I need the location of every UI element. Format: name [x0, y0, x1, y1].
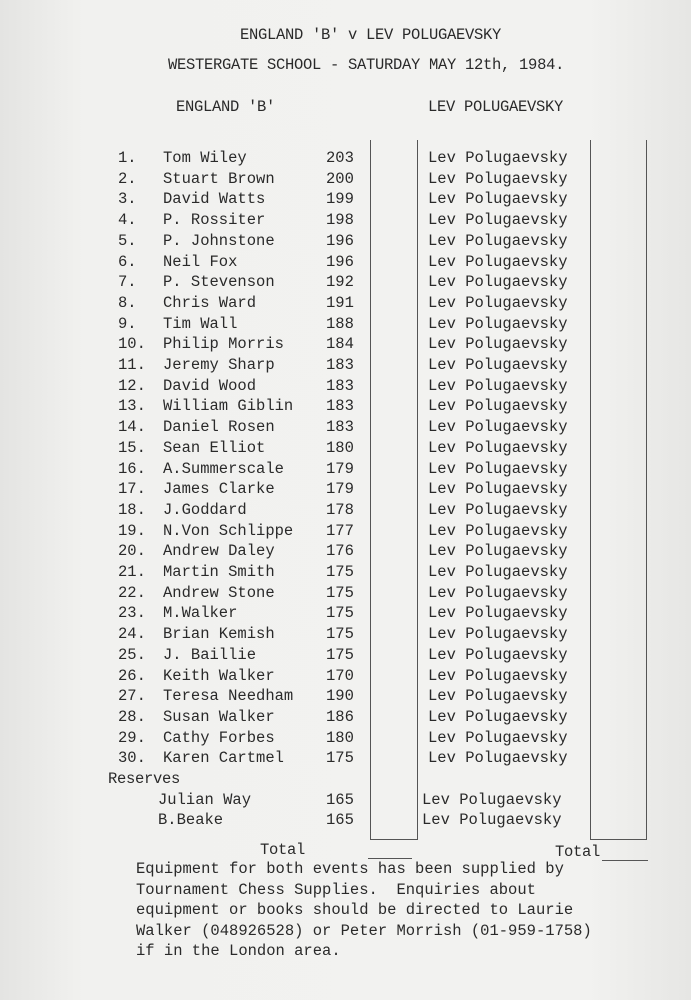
total-line-right	[590, 839, 647, 840]
total-label-left: Total	[260, 841, 306, 859]
table-row	[0, 335, 691, 355]
table-row	[0, 522, 691, 542]
footer-line: equipment or books should be directed to Laurie	[136, 901, 574, 919]
board-number: 21.	[118, 563, 146, 581]
board-number: 26.	[118, 666, 146, 685]
opponent-name: Lev Polugaevsky	[428, 521, 568, 540]
player-rating: 177	[326, 521, 354, 540]
player-name: J. Baillie	[163, 645, 257, 664]
player-name: N.Von Schlippe	[163, 521, 294, 540]
table-row	[0, 563, 691, 583]
opponent-name: Lev Polugaevsky	[428, 625, 568, 644]
column-header-polugaevsky: LEV POLUGAEVSKY	[428, 98, 564, 116]
board-number: 23.	[118, 604, 146, 623]
table-row	[0, 397, 691, 417]
player-rating: 175	[326, 749, 354, 768]
board-number: 2.	[118, 169, 137, 188]
opponent-name: Lev Polugaevsky	[428, 480, 568, 499]
player-rating: 183	[326, 418, 354, 437]
board-number: 20.	[118, 542, 146, 561]
table-row	[0, 149, 691, 169]
footer-line: Equipment for both events has been supplied by	[136, 860, 564, 878]
player-rating: 183	[326, 376, 354, 395]
board-number: 4.	[118, 211, 137, 230]
opponent-name: Lev Polugaevsky	[428, 314, 568, 333]
player-name: Jeremy Sharp	[163, 356, 275, 374]
table-row	[0, 625, 691, 645]
table-row	[0, 542, 691, 562]
table-row	[0, 356, 691, 376]
player-rating: 175	[326, 563, 354, 581]
opponent-name: Lev Polugaevsky	[428, 149, 568, 167]
opponent-name: Lev Polugaevsky	[428, 707, 568, 726]
player-name: Julian Way	[158, 790, 252, 809]
result-column-divider-left	[370, 140, 371, 840]
opponent-name: Lev Polugaevsky	[428, 418, 568, 437]
table-row	[0, 708, 691, 728]
player-rating: 180	[326, 728, 354, 747]
opponent-result-divider-right	[646, 140, 647, 840]
player-name: Brian Kemish	[163, 625, 275, 644]
board-number: 17.	[118, 480, 146, 499]
table-row	[0, 190, 691, 210]
opponent-name: Lev Polugaevsky	[428, 666, 568, 685]
table-row	[0, 232, 691, 252]
player-rating: 175	[326, 604, 354, 623]
player-name: Karen Cartmel	[163, 749, 284, 768]
table-row	[0, 584, 691, 604]
player-rating: 191	[326, 293, 354, 312]
player-rating: 203	[326, 149, 354, 167]
player-rating: 184	[326, 335, 354, 354]
footer-line: Walker (048926528) or Peter Morrish (01-959-1758)	[136, 921, 592, 940]
opponent-name: Lev Polugaevsky	[428, 335, 568, 354]
opponent-name: Lev Polugaevsky	[428, 542, 568, 561]
player-rating: 175	[326, 645, 354, 664]
board-number: 25.	[118, 645, 146, 664]
board-number: 1.	[118, 149, 137, 167]
player-name: J.Goddard	[163, 500, 247, 519]
player-name: Keith Walker	[163, 666, 275, 685]
player-rating: 196	[326, 252, 354, 271]
opponent-name: Lev Polugaevsky	[428, 211, 568, 230]
table-row	[0, 667, 691, 687]
player-rating: 188	[326, 314, 354, 333]
player-rating: 190	[326, 687, 354, 706]
opponent-name: Lev Polugaevsky	[428, 500, 568, 519]
table-row	[0, 315, 691, 335]
table-row	[0, 377, 691, 397]
board-number: 30.	[118, 749, 146, 768]
table-row	[0, 687, 691, 707]
opponent-name: Lev Polugaevsky	[428, 356, 568, 374]
document-subtitle: WESTERGATE SCHOOL - SATURDAY MAY 12th, 1984.	[168, 56, 565, 74]
opponent-name: Lev Polugaevsky	[422, 811, 562, 830]
board-number: 3.	[118, 190, 137, 209]
table-row	[0, 211, 691, 231]
player-rating: 178	[326, 500, 354, 519]
table-row	[0, 749, 691, 769]
opponent-name: Lev Polugaevsky	[428, 728, 568, 747]
player-rating: 183	[326, 356, 354, 374]
player-rating: 165	[326, 811, 354, 830]
opponent-name: Lev Polugaevsky	[428, 376, 568, 395]
table-row	[0, 294, 691, 314]
player-name: Martin Smith	[163, 563, 275, 581]
footer-line: Tournament Chess Supplies. Enquiries about	[136, 880, 536, 899]
total-label-right: Total	[555, 843, 601, 861]
opponent-name: Lev Polugaevsky	[428, 169, 568, 188]
player-name: James Clarke	[163, 480, 275, 499]
table-row	[0, 460, 691, 480]
opponent-name: Lev Polugaevsky	[428, 645, 568, 664]
player-name: A.Summerscale	[163, 459, 284, 478]
table-row	[0, 646, 691, 666]
player-rating: 186	[326, 707, 354, 726]
board-number: 14.	[118, 418, 146, 437]
player-rating: 175	[326, 583, 354, 602]
player-name: Philip Morris	[163, 335, 284, 354]
board-number: 6.	[118, 252, 137, 271]
reserves-label: Reserves	[108, 770, 181, 788]
player-name: Sean Elliot	[163, 438, 266, 457]
table-row	[0, 729, 691, 749]
player-rating: 198	[326, 211, 354, 230]
player-name: Teresa Needham	[163, 687, 294, 706]
player-name: Tom Wiley	[163, 149, 247, 167]
player-name: William Giblin	[163, 397, 294, 416]
player-rating: 199	[326, 190, 354, 209]
table-row	[0, 170, 691, 190]
board-number: 11.	[118, 356, 146, 374]
player-name: Neil Fox	[163, 252, 238, 271]
column-header-england-b: ENGLAND 'B'	[176, 98, 276, 116]
opponent-name: Lev Polugaevsky	[428, 190, 568, 209]
table-row	[0, 439, 691, 459]
player-name: Chris Ward	[163, 293, 257, 312]
board-number: 7.	[118, 273, 137, 292]
player-rating: 165	[326, 790, 354, 809]
player-rating: 196	[326, 231, 354, 250]
player-rating: 192	[326, 273, 354, 292]
opponent-name: Lev Polugaevsky	[428, 459, 568, 478]
player-name: P. Stevenson	[163, 273, 275, 292]
board-number: 19.	[118, 521, 146, 540]
player-rating: 176	[326, 542, 354, 561]
opponent-name: Lev Polugaevsky	[428, 749, 568, 768]
player-name: Tim Wall	[163, 314, 238, 333]
player-name: David Watts	[163, 190, 266, 209]
player-rating: 183	[326, 397, 354, 416]
reserve-row	[0, 791, 691, 811]
opponent-name: Lev Polugaevsky	[422, 790, 562, 809]
player-rating: 170	[326, 666, 354, 685]
board-number: 15.	[118, 438, 146, 457]
board-number: 22.	[118, 583, 146, 602]
opponent-name: Lev Polugaevsky	[428, 293, 568, 312]
document-title: ENGLAND 'B' v LEV POLUGAEVSKY	[240, 26, 502, 44]
table-row	[0, 273, 691, 293]
opponent-name: Lev Polugaevsky	[428, 687, 568, 706]
opponent-name: Lev Polugaevsky	[428, 273, 568, 292]
player-name: Andrew Stone	[163, 583, 275, 602]
opponent-name: Lev Polugaevsky	[428, 252, 568, 271]
board-number: 13.	[118, 397, 146, 416]
player-name: Daniel Rosen	[163, 418, 275, 437]
footer-line: if in the London area.	[136, 942, 341, 960]
footer-note	[136, 859, 656, 962]
table-row	[0, 418, 691, 438]
board-number: 24.	[118, 625, 146, 644]
opponent-name: Lev Polugaevsky	[428, 438, 568, 457]
opponent-name: Lev Polugaevsky	[428, 397, 568, 416]
board-number: 28.	[118, 707, 146, 726]
table-row	[0, 480, 691, 500]
reserve-row	[0, 811, 691, 831]
player-name: P. Johnstone	[163, 231, 275, 250]
board-number: 16.	[118, 459, 146, 478]
board-number: 12.	[118, 376, 146, 395]
board-number: 5.	[118, 231, 137, 250]
opponent-result-divider-left	[590, 140, 591, 840]
total-line-left	[370, 839, 418, 840]
player-name: Andrew Daley	[163, 542, 275, 561]
player-rating: 175	[326, 625, 354, 644]
table-row	[0, 501, 691, 521]
table-row	[0, 253, 691, 273]
player-name: Susan Walker	[163, 707, 275, 726]
opponent-name: Lev Polugaevsky	[428, 583, 568, 602]
opponent-name: Lev Polugaevsky	[428, 563, 568, 581]
board-number: 10.	[118, 335, 146, 354]
player-rating: 179	[326, 459, 354, 478]
board-number: 9.	[118, 314, 137, 333]
player-name: David Wood	[163, 376, 257, 395]
opponent-name: Lev Polugaevsky	[428, 231, 568, 250]
result-column-divider-right	[417, 140, 418, 840]
player-rating: 180	[326, 438, 354, 457]
board-number: 8.	[118, 293, 137, 312]
player-rating: 179	[326, 480, 354, 499]
player-rating: 200	[326, 169, 354, 188]
opponent-name: Lev Polugaevsky	[428, 604, 568, 623]
board-number: 27.	[118, 687, 146, 706]
player-name: Stuart Brown	[163, 169, 275, 188]
player-name: Cathy Forbes	[163, 728, 275, 747]
player-name: B.Beake	[158, 811, 224, 830]
player-name: M.Walker	[163, 604, 238, 623]
board-number: 18.	[118, 500, 146, 519]
table-row	[0, 604, 691, 624]
board-number: 29.	[118, 728, 146, 747]
player-name: P. Rossiter	[163, 211, 266, 230]
